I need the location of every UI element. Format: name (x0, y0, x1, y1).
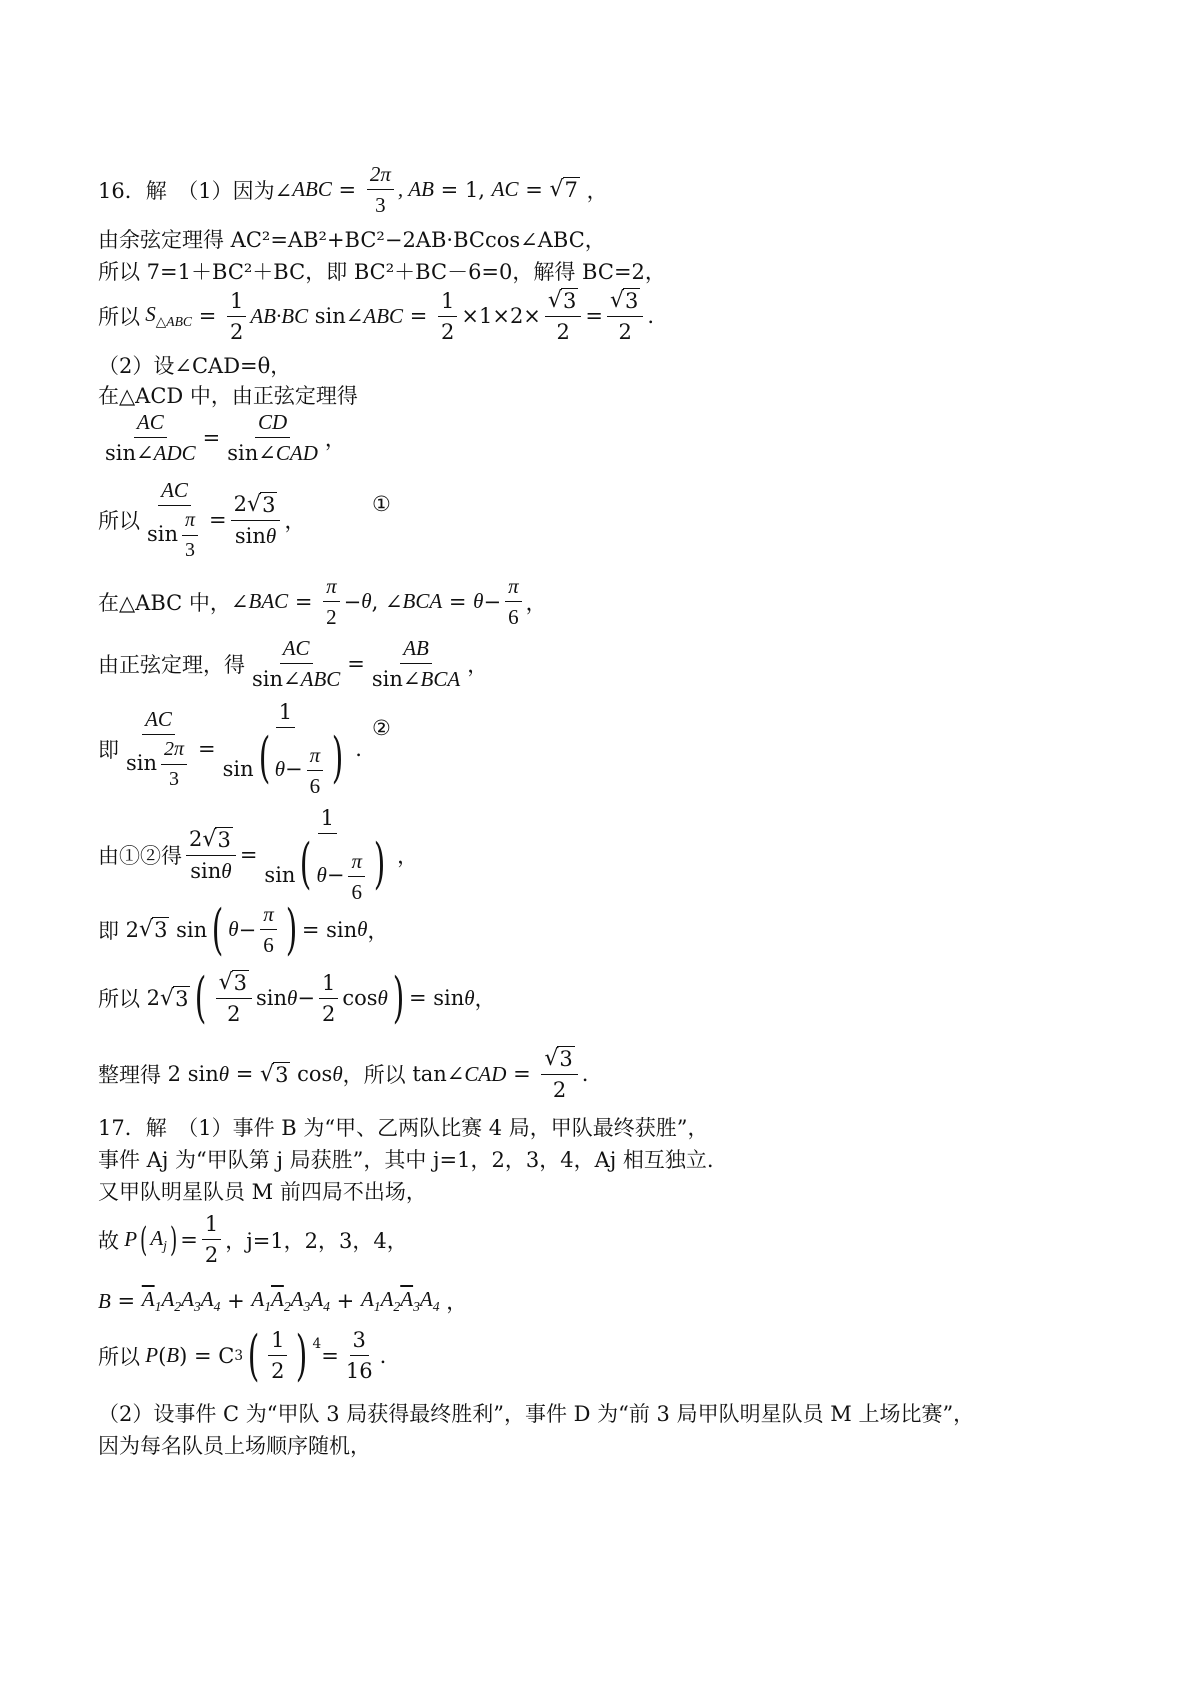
p16-sine-law-acd: $\frac{AC}{\text{sin∠ADC}}$ = $\frac{CD}{\text{sin∠CAD}}$ ， (105, 410, 346, 466)
p16-heading: 16．解 （1）因为∠ (98, 178, 293, 203)
equation-mark-2: ② (372, 716, 391, 740)
p16-expand: 即 2 √ 3 sin ( θ − $\frac{\pi}{6}$ ) = sin θ ， (98, 897, 389, 961)
equation-mark-1: ① (372, 492, 391, 516)
p17-line-3: 又甲队明星队员 M 前四局不出场， (98, 1180, 427, 1204)
p16-sine-law-abc: 由正弦定理，得 $\frac{AC}{\text{sin∠ABC}}$ = $\frac{AB}{\text{sin∠BCA}}$ ， (98, 636, 489, 692)
p16-line-6: 在△ACD 中，由正弦定理得 (98, 384, 358, 408)
p16-expand-2: 所以 2 √ 3 ( √ 3 2 sin θ − $\frac{1}{2}$ cos θ ) = sin θ ， (98, 966, 496, 1030)
p16-area-formula: 所以 $S_{\triangle ABC}$ = $\frac{1}{2}$ AB·BC sin∠ ABC = $\frac{1}{2}$ ×1×2× √ 3 2 = √ 3 2 . (98, 288, 655, 345)
p17-probability: 故 P ( $A_j$ ) = $\frac{1}{2}$ ，j=1，2，3，4， (98, 1212, 408, 1268)
p17-result: 所以 P ( B ) = C 3 ( $\frac{1}{2}$ ) $^4$ = $\frac{3}{16}$ . (98, 1323, 387, 1387)
p16-result: 整理得 2 sin θ = √ 3 cos θ ，所以 tan∠ CAD = √ 3 2 . (98, 1046, 589, 1103)
p16-line-5: （2）设∠CAD=θ， (98, 354, 292, 378)
p17-line-8: 因为每名队员上场顺序随机， (98, 1434, 371, 1458)
p17-line-2: 事件 Aj 为“甲队第 j 局获胜”，其中 j=1，2，3，4，Aj 相互独立. (98, 1148, 714, 1172)
p16-combined: 由①②得 2 √ 3 sinθ = 1 sin( θ− $\frac{\pi}{6}$ ) ， (98, 806, 419, 905)
p16-line-3: 所以 7=1＋BC²＋BC，即 BC²＋BC－6=0，解得 BC=2， (98, 260, 666, 284)
p17-line-7: （2）设事件 C 为“甲队 3 局获得最终胜利”，事件 D 为“前 3 局甲队明星队员 M 上场比赛”， (98, 1402, 975, 1426)
p16-angles: 在△ABC 中， ∠ BAC = $\frac{\pi}{2}$ − θ , ∠ BCA = θ − $\frac{\pi}{6}$ ， (98, 574, 547, 630)
p16-line-1: 16．解 （1）因为∠ ABC = $\frac{2\pi}{3}$ , AB = 1, AC = √ 7 ， (98, 162, 608, 218)
p16-equation-1: 所以 AC sin $\frac{\pi}{3}$ = 2 √ 3 sinθ ， (98, 478, 306, 562)
p16-equation-2: 即 AC sin $\frac{2\pi}{3}$ = 1 sin( θ− $\frac{\pi}{6}$ ) . (98, 700, 362, 799)
p17-line-1: 17．解 （1）事件 B 为“甲、乙两队比赛 4 局，甲队最终获胜”， (98, 1116, 709, 1140)
fraction: $\frac{2\pi}{3}$ (367, 162, 394, 217)
p16-line-2: 由余弦定理得 AC²=AB²+BC²−2AB·BCcos∠ABC， (98, 228, 606, 252)
p17-event-b: B = $\overline{A}_1A_2A_3A_4$ + $A_1\overline{A}_2A_3A_4$ + $A_1A_2\overline{A}_3A_4$ ， (98, 1286, 468, 1315)
